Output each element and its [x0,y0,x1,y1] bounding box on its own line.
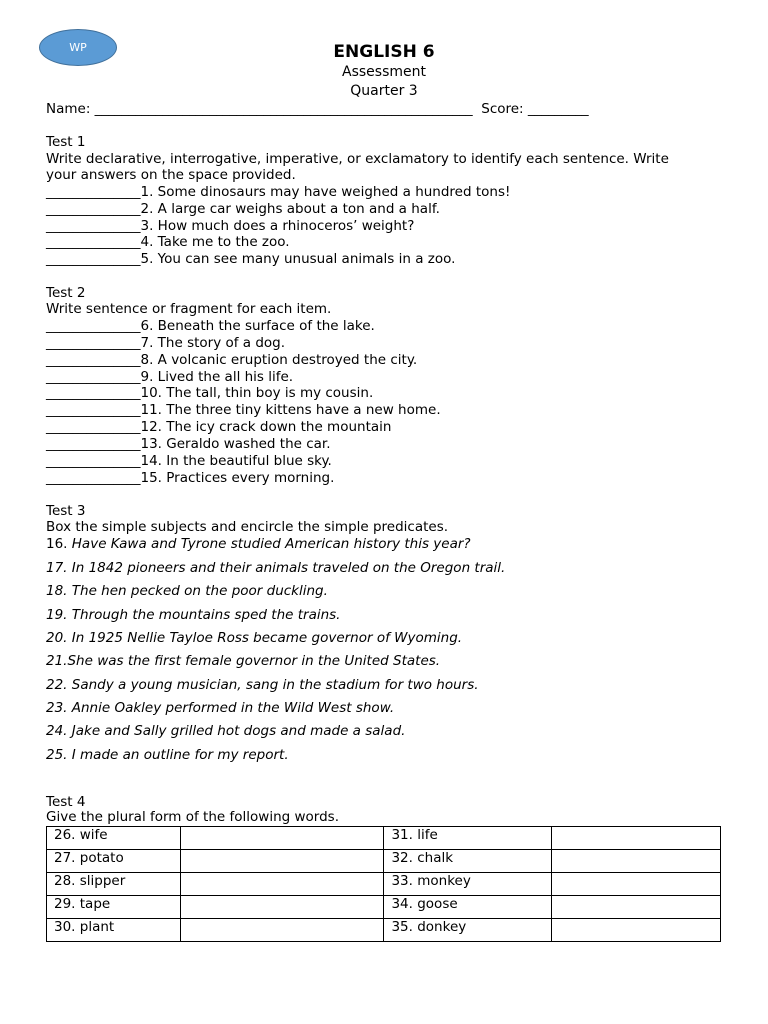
word-cell: 28. slipper [47,873,181,896]
word-cell: 31. life [384,827,552,850]
page-title: ENGLISH 6 [333,42,435,62]
test3-item: 17. In 1842 pioneers and their animals traveled on the Oregon trail. [46,560,506,576]
answer-cell[interactable] [180,896,384,919]
word-cell: 30. plant [47,919,181,942]
test1-item: ______________3. How much does a rhinoceros’ weight? [46,218,415,234]
test2-instructions: Write sentence or fragment for each item. [46,301,332,317]
answer-cell[interactable] [552,919,721,942]
answer-cell[interactable] [552,850,721,873]
test1-item: ______________1. Some dinosaurs may have weighed a hundred tons! [46,184,511,200]
test2-item: ______________6. Beneath the surface of the lake. [46,318,375,334]
test2-item: ______________9. Lived the all his life. [46,369,294,385]
table-row [47,919,721,942]
test1-item: ______________4. Take me to the zoo. [46,234,290,250]
test1-instructions: Write declarative, interrogative, imperative, or exclamatory to identify each sentence. Write [46,151,669,167]
test1-instructions-cont: your answers on the space provided. [46,167,296,183]
word-cell: 34. goose [384,896,552,919]
answer-cell[interactable] [180,827,384,850]
test4-instructions: Give the plural form of the following words. [46,809,339,825]
test1-item: ______________2. A large car weighs about a ton and a half. [46,201,440,217]
test3-item: 19. Through the mountains sped the trains. [46,607,341,623]
name-score-line: Name: ________________________________________________________ Score: _________ [46,101,589,117]
test2-item: ______________13. Geraldo washed the car. [46,436,331,452]
test1-heading: Test 1 [46,134,86,150]
answer-cell[interactable] [180,850,384,873]
answer-cell[interactable] [180,919,384,942]
logo-text: WP [69,41,87,54]
word-cell: 35. donkey [384,919,552,942]
test3-item: 22. Sandy a young musician, sang in the stadium for two hours. [46,677,479,693]
test2-item: ______________8. A volcanic eruption destroyed the city. [46,352,418,368]
test3-item: 18. The hen pecked on the poor duckling. [46,583,328,599]
test3-item: 25. I made an outline for my report. [46,747,289,763]
quarter-label: Quarter 3 [350,83,418,99]
test2-item: ______________7. The story of a dog. [46,335,286,351]
test2-item: ______________10. The tall, thin boy is my cousin. [46,385,374,401]
table-row [47,827,721,850]
test3-item: 23. Annie Oakley performed in the Wild West show. [46,700,395,716]
table-row [47,896,721,919]
table-row [47,850,721,873]
test3-instructions: Box the simple subjects and encircle the simple predicates. [46,519,449,535]
answer-cell[interactable] [552,896,721,919]
test2-heading: Test 2 [46,285,86,301]
answer-cell[interactable] [552,827,721,850]
test3-item: 24. Jake and Sally grilled hot dogs and made a salad. [46,723,406,739]
plural-table [46,826,721,942]
word-cell: 29. tape [47,896,181,919]
test2-item: ______________11. The three tiny kittens have a new home. [46,402,441,418]
test4-heading: Test 4 [46,794,86,810]
word-cell: 27. potato [47,850,181,873]
test1-item: ______________5. You can see many unusual animals in a zoo. [46,251,456,267]
test2-item: ______________14. In the beautiful blue sky. [46,453,332,469]
test2-item: ______________15. Practices every morning. [46,470,335,486]
word-cell: 33. monkey [384,873,552,896]
table-row [47,873,721,896]
test2-item: ______________12. The icy crack down the mountain [46,419,392,435]
test3-item-number: 16. [46,536,68,552]
test3-heading: Test 3 [46,503,86,519]
test3-item: 20. In 1925 Nellie Tayloe Ross became governor of Wyoming. [46,630,463,646]
word-cell: 32. chalk [384,850,552,873]
word-cell: 26. wife [47,827,181,850]
test3-item: 21.She was the first female governor in the United States. [46,653,441,669]
test3-item [46,536,471,553]
test3-item-text: Have Kawa and Tyrone studied American history this year? [71,536,471,552]
answer-cell[interactable] [180,873,384,896]
answer-cell[interactable] [552,873,721,896]
page-subtitle: Assessment [342,64,426,80]
